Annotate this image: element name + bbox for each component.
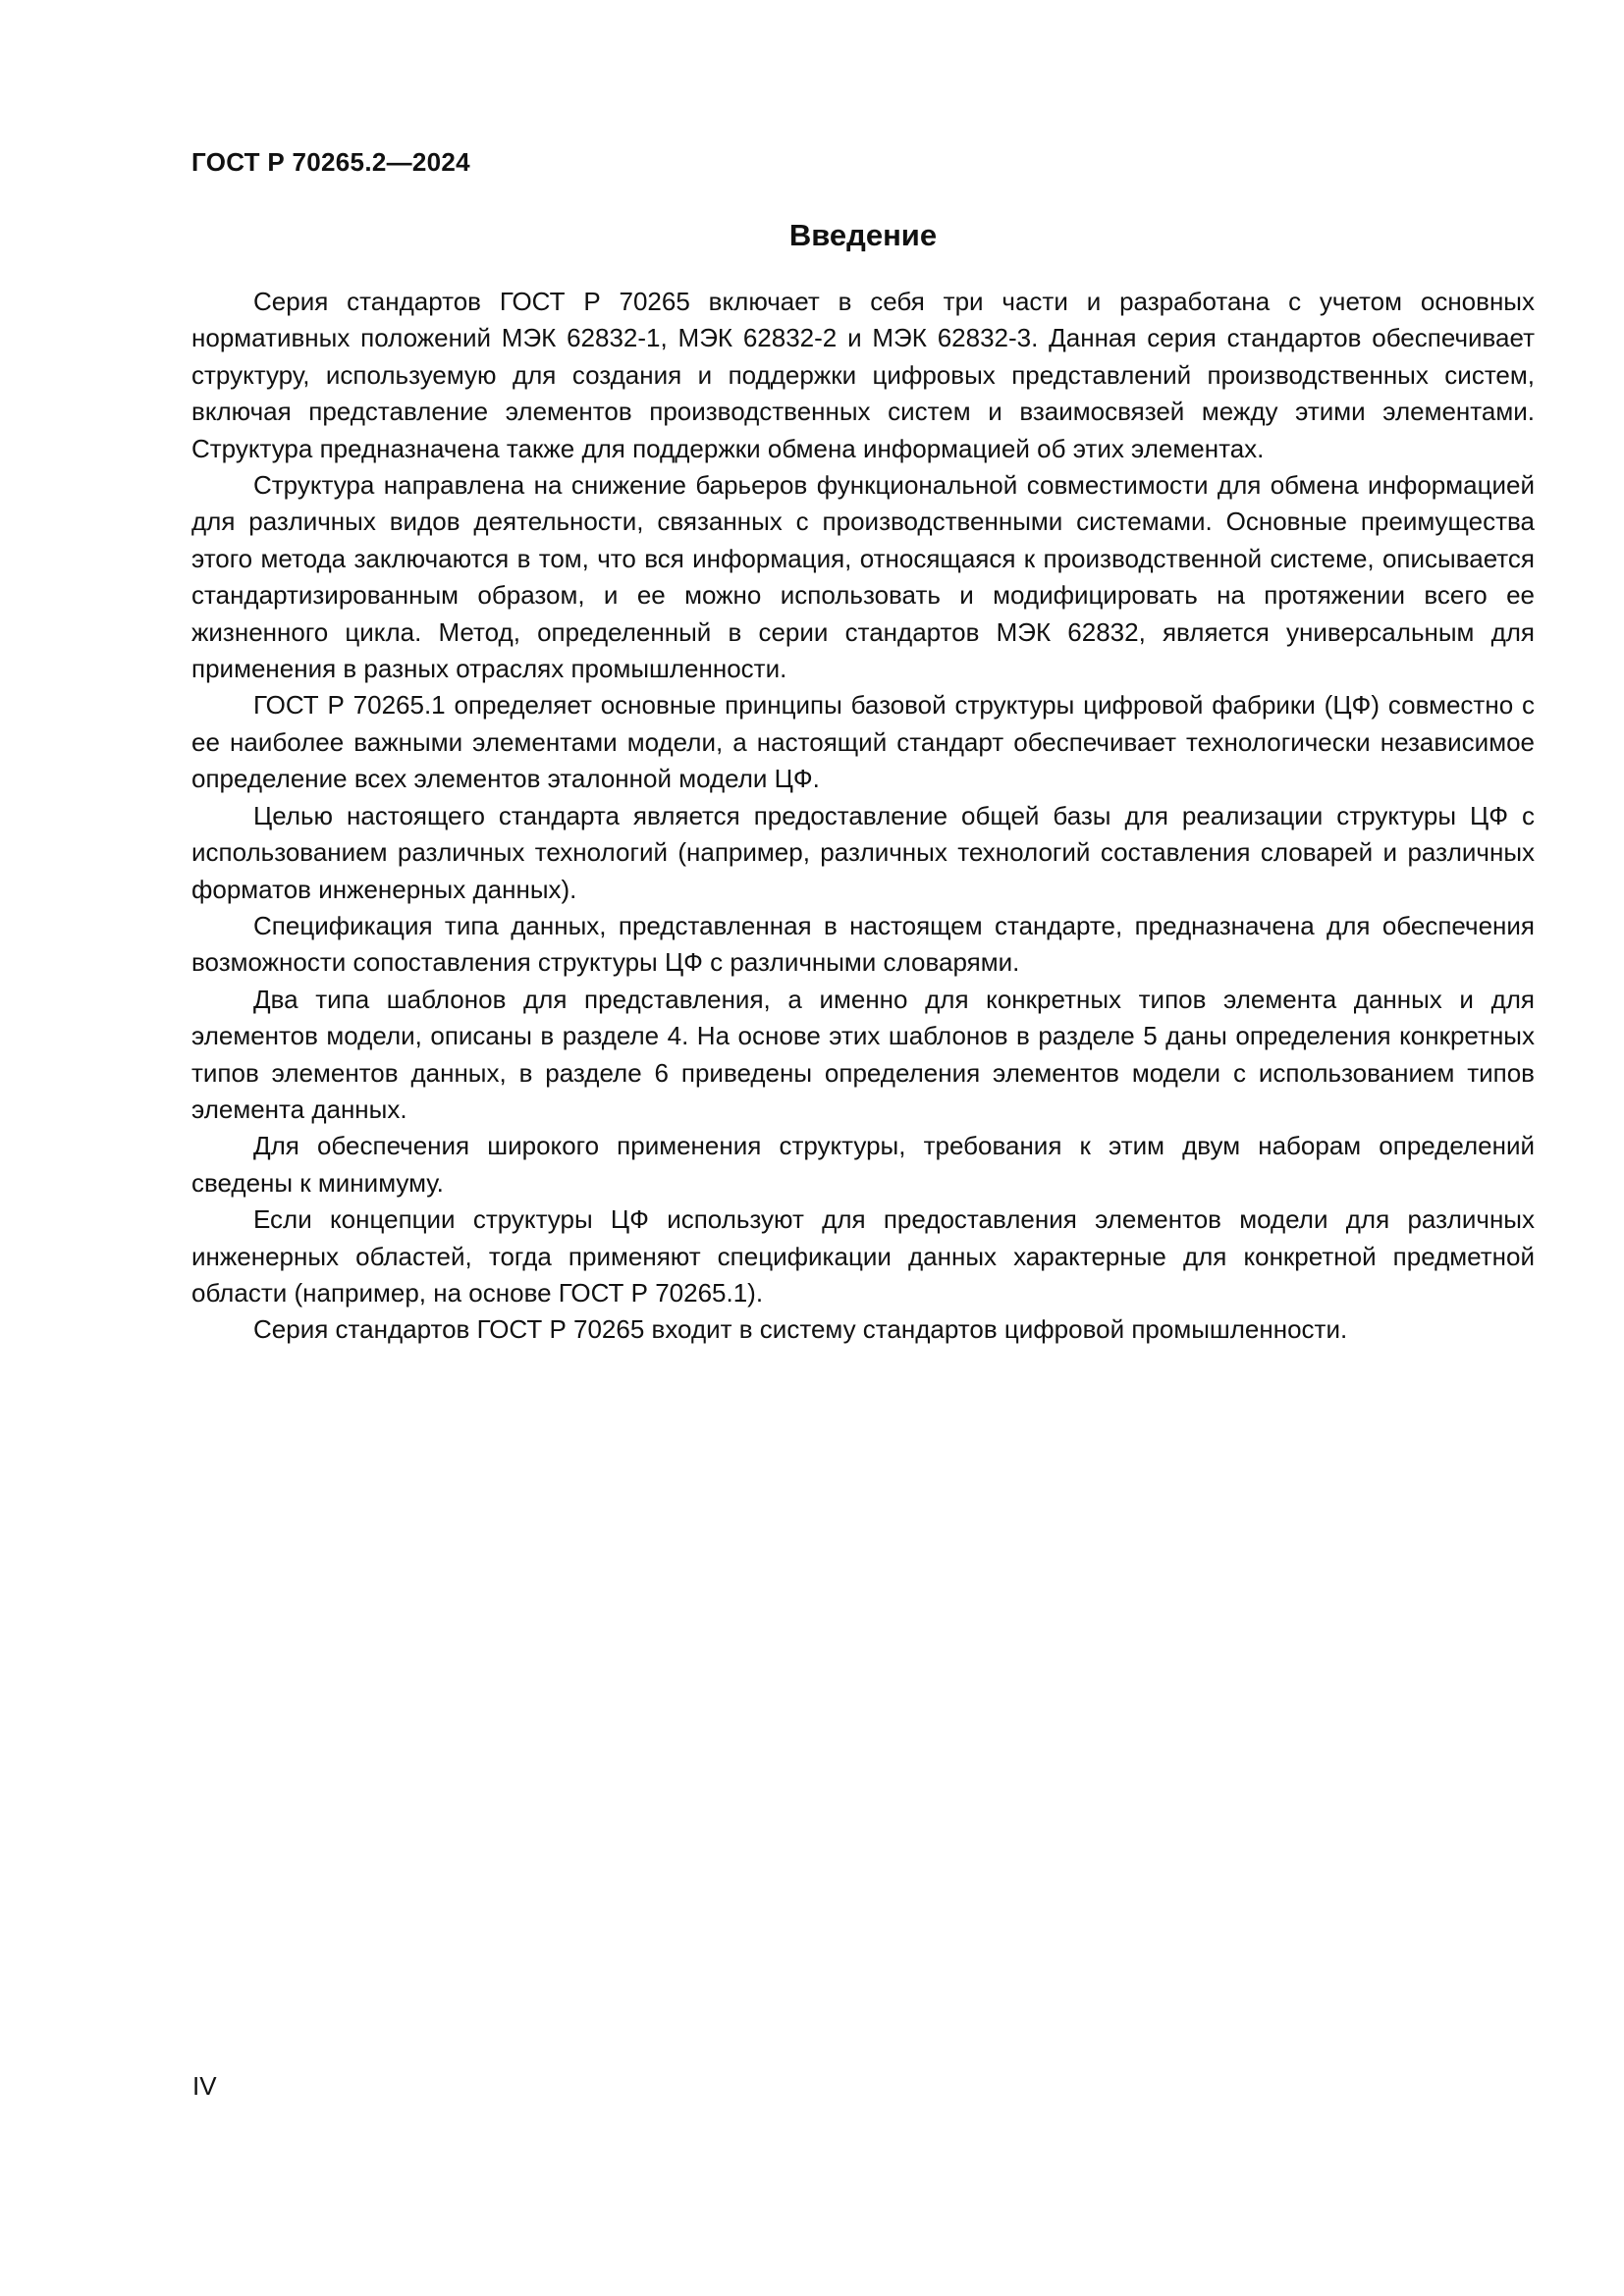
paragraph: Спецификация типа данных, представленная в настоящем стандарте, предназначена для обеспечения возможности сопоставления структуры ЦФ с различными словарями.: [191, 910, 1535, 978]
paragraph: Серия стандартов ГОСТ Р 70265 включает в себя три части и разработана с учетом основных нормативных положений МЭК 62832-1, МЭК 62832-2 и МЭК 62832-3. Данная серия стандартов обеспечивает структуру, используемую для создания и поддержки цифровых представлений производственных систем, включая представление элементов производственных систем и взаимосвязей между этими элементами. Структура предназначена также для поддержки обмена информацией об этих элементах.: [191, 287, 1535, 463]
section-title: Введение: [788, 218, 938, 252]
page-number: IV: [192, 2071, 217, 2101]
paragraph: Два типа шаблонов для представления, а именно для конкретных типов элемента данных и для элементов модели, описаны в разделе 4. На основе этих шаблонов в разделе 5 даны определения конкретных типов элементов данных, в разделе 6 приведены определения элементов модели с использованием типов элемента данных.: [191, 984, 1535, 1124]
paragraph: Целью настоящего стандарта является предоставление общей базы для реализации структуры ЦФ с использованием различных технологий (например, различных технологий составления словарей и различных форматов инженерных данных).: [191, 800, 1535, 904]
introduction-body: [191, 284, 1535, 1349]
paragraph: ГОСТ Р 70265.1 определяет основные принципы базовой структуры цифровой фабрики (ЦФ) совместно с ее наиболее важными элементами модели, а настоящий стандарт обеспечивает технологически независимое определение всех элементов эталонной модели ЦФ.: [191, 690, 1535, 794]
paragraph: Серия стандартов ГОСТ Р 70265 входит в систему стандартов цифровой промышленности.: [253, 1314, 1348, 1345]
paragraph: Если концепции структуры ЦФ используют для предоставления элементов модели для различных инженерных областей, тогда применяют спецификации данных характерные для конкретной предметной области (например, на основе ГОСТ Р 70265.1).: [191, 1204, 1535, 1308]
paragraph: Для обеспечения широкого применения структуры, требования к этим двум наборам определений сведены к минимуму.: [191, 1131, 1535, 1198]
standard-designation: ГОСТ Р 70265.2—2024: [191, 147, 470, 177]
paragraph: Структура направлена на снижение барьеров функциональной совместимости для обмена информацией для различных видов деятельности, связанных с производственными системами. Основные преимущества этого метода заключаются в том, что вся информация, относящаяся к производственной системе, описывается стандартизированным образом, и ее можно использовать и модифицировать на протяжении всего ее жизненного цикла. Метод, определенный в серии стандартов МЭК 62832, является универсальным для применения в разных отраслях промышленности.: [191, 470, 1535, 684]
